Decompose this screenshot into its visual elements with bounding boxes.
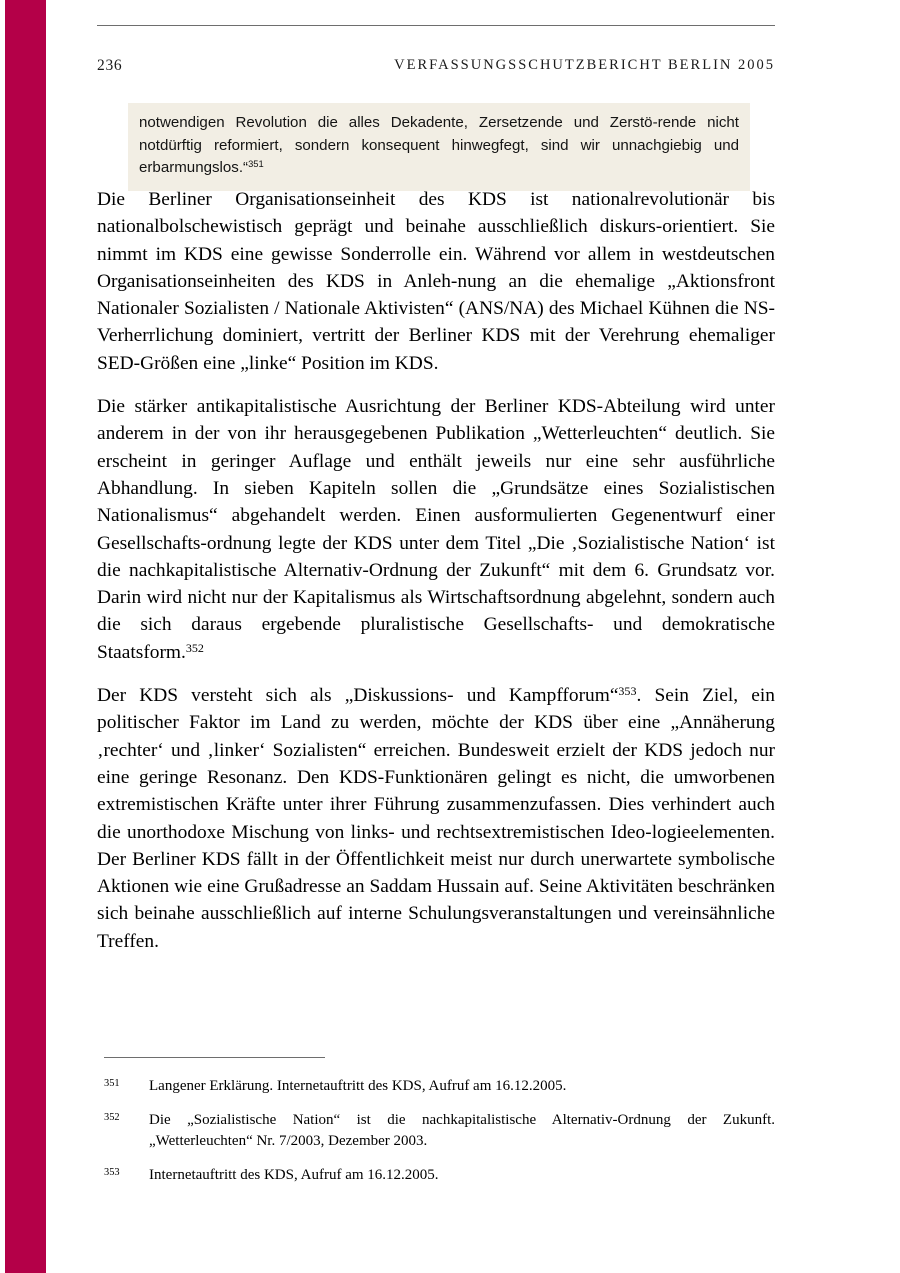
paragraph-2-text: Die stärker antikapitalistische Ausrichtung der Berliner KDS-Abteilung wird unter anderem in der von ihr herausgegebenen Publikation „Wetterleuchten“ deutlich. Sie erscheint in geringer Auflage und enthält jeweils nur eine sehr ausführliche Abhandlung. In sieben Kapiteln sollen die „Grundsätze eines Sozialistischen Nationalismus“ abgehandelt werden. Einen ausformulierten Gegenentwurf einer Gesellschafts-ordnung legte der KDS unter dem Titel „Die ‚Sozialistische Nation‘ ist die nachkapitalistische Alternativ-Ordnung der Zukunft“ mit dem 6. Grundsatz vor. Darin wird nicht nur der Kapitalismus als Wirtschaftsordnung abgelehnt, sondern auch die sich daraus ergebende pluralistische Gesellschafts- und demokratische Staatsform. (97, 396, 775, 663)
running-head-title: VERFASSUNGSSCHUTZBERICHT BERLIN 2005 (394, 57, 775, 73)
quotation-text (139, 112, 739, 180)
footnote-entry (104, 1110, 775, 1153)
decorative-margin-bar (5, 0, 46, 1273)
paragraph-2-footnote-marker: 352 (185, 640, 204, 655)
footnote-text: Die „Sozialistische Nation“ ist die nachkapitalistische Alternativ-Ordnung der Zukunft. „Wetterleuchten“ Nr. 7/2003, Dezember 2003. (149, 1111, 775, 1149)
running-head (97, 57, 775, 79)
running-head-divider (97, 25, 775, 26)
footnote-divider (104, 1057, 325, 1058)
paragraph-1 (97, 186, 775, 377)
footnote-marker: 351 (104, 1078, 120, 1089)
highlighted-quotation-box (128, 103, 750, 191)
quotation-body: notwendigen Revolution die alles Dekadente, Zersetzende und Zerstö-rende nicht notdürftig reformiert, sondern konsequent hinwegfegt, sind wir unnachgiebig und erbarmungslos.“ (139, 114, 739, 177)
footnote-text: Internetauftritt des KDS, Aufruf am 16.12.2005. (149, 1166, 439, 1183)
paragraph-3-text-lead: Der KDS versteht sich als „Diskussions- und Kampfforum“ (97, 685, 619, 707)
paragraph-2 (97, 393, 775, 666)
page-number: 236 (97, 57, 123, 74)
footnote-entry (104, 1076, 775, 1098)
page-content-column (97, 0, 775, 1273)
paragraph-1-text: Die Berliner Organisationseinheit des KDS ist nationalrevolutionär bis nationalbolschewistisch geprägt und beinahe ausschließlich diskurs-orientiert. Sie nimmt im KDS eine gewisse Sonderrolle ein. Während vor allem in westdeutschen Organisationseinheiten des KDS in Anleh-nung an die ehemalige „Aktionsfront Nationaler Sozialisten / Nationale Aktivisten“ (ANS/NA) des Michael Kühnen die NS-Verherrlichung dominiert, vertritt der Berliner KDS mit der Verehrung ehemaliger SED-Größen eine „linke“ Position im KDS. (97, 189, 775, 374)
paragraph-3-text-rest: . Sein Ziel, ein politischer Faktor im Land zu werden, möchte der KDS über eine „Annäherung ‚rechter‘ und ‚linker‘ Sozialisten“ erreichen. Bundesweit erzielt der KDS jedoch nur eine geringe Resonanz. Den KDS-Funktionären gelingt es nicht, die umworbenen extremistischen Kräfte unter ihrer Führung zusammenzufassen. Dies verhindert auch die unorthodoxe Mischung von links- und rechtsextremistischen Ideo-logieelementen. Der Berliner KDS fällt in der Öffentlichkeit meist nur durch unerwartete symbolische Aktionen wie eine Grußadresse an Saddam Hussain auf. Seine Aktivitäten beschränken sich beinahe ausschließlich auf interne Schulungsveranstaltungen und vereinsähnliche Treffen. (97, 685, 775, 952)
footnote-entry (104, 1165, 775, 1187)
footnote-section (104, 1057, 775, 1186)
paragraph-3 (97, 682, 775, 955)
quotation-footnote-marker: 351 (248, 159, 264, 170)
body-text (97, 186, 775, 955)
footnote-marker: 352 (104, 1111, 120, 1123)
footnote-text: Langener Erklärung. Internetauftritt des KDS, Aufruf am 16.12.2005. (149, 1078, 567, 1094)
footnote-marker: 353 (104, 1166, 120, 1178)
paragraph-3-footnote-marker: 353 (618, 683, 637, 698)
